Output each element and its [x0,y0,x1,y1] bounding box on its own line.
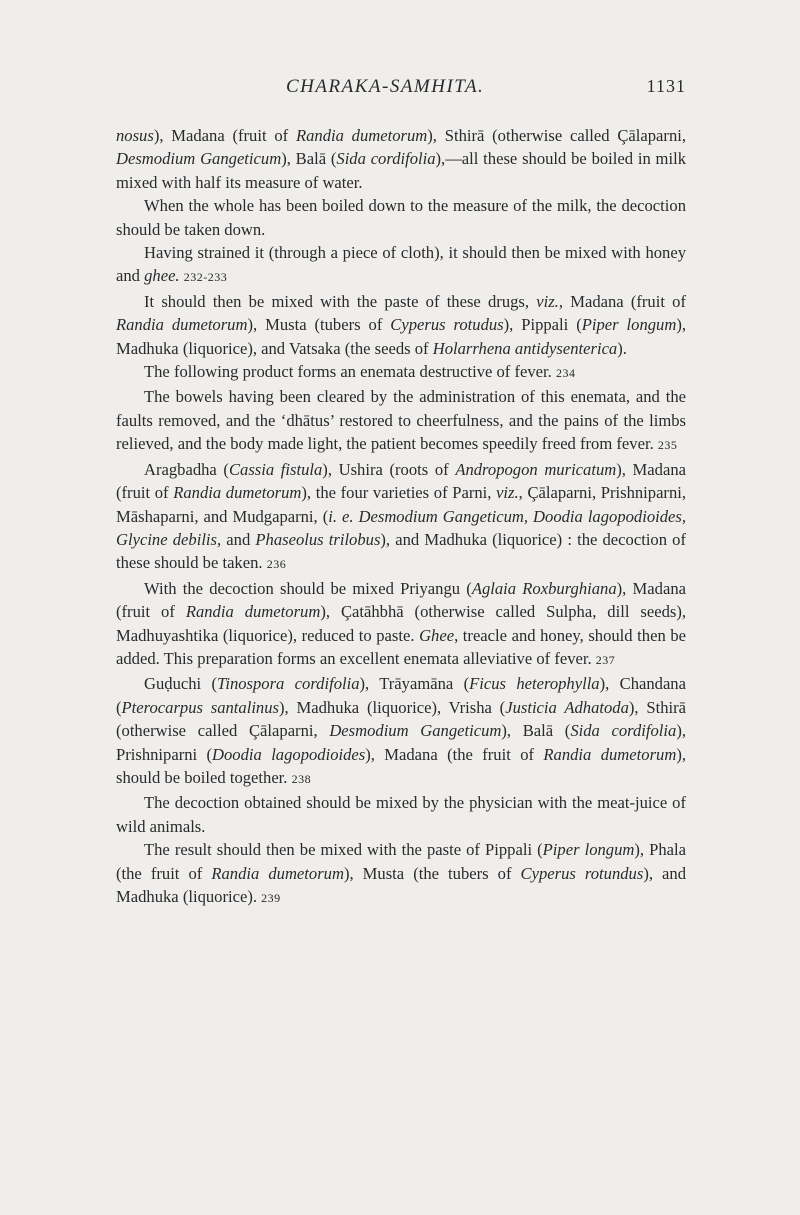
italic-text: viz. [496,483,519,503]
italic-text: Piper longum [581,315,677,335]
text-run: ), Prishniparni ( [116,721,687,764]
paragraph [116,360,686,385]
italic-text: ghee. [144,266,180,286]
italic-text: Randia dumetorum [116,315,248,335]
text-run: ), Madana (fruit of [116,459,686,503]
text-run: ), and Madhuka (liquorice). [116,863,686,906]
text-run: ), Çatāhbhā (otherwise called Sulpha, dill seeds), Madhuyashtika (liquorice), reduced to paste. [116,602,687,645]
verse-number: 239 [261,891,281,905]
text-run: The result should then be mixed with the paste of Pippali ( [144,840,543,860]
text-run: ), Trāyamāna ( [359,674,470,694]
running-title: CHARAKA-SAMHITA. [286,76,485,97]
italic-text: Phaseolus trilobus [255,529,381,549]
text-run: ), Musta (the tubers of [343,863,521,883]
italic-text: i. e. [328,506,354,526]
text-run: ), Chandana ( [116,674,686,717]
italic-text: Randia dumetorum [543,744,677,764]
text-run: When the whole has been boiled down to the measure of the milk, the decoction should be taken down. [116,196,686,239]
italic-text: Ghee [419,625,455,645]
text-run: ),—all these should be boiled in milk mixed with half its measure of water. [116,149,686,192]
text-run: , Madana (fruit of [558,291,686,311]
italic-text: Holarrhena antidysenterica [432,338,618,358]
text-run: , Çālaparni, Prishniparni, Māshaparni, and Mudgaparni, ( [116,483,687,526]
text-run: ), Phala (the fruit of [116,840,686,883]
text-run: ), Madana (the fruit of [365,744,544,764]
italic-text: Randia dumetorum [173,483,302,503]
text-run: Having strained it (through a piece of cloth), it should then be mixed with honey and [116,243,686,286]
body-text [116,124,686,910]
italic-text: Andropogon muricatum [455,459,617,479]
italic-text: Desmodium Gangeticum [329,721,502,741]
italic-text: Ficus heterophylla [469,674,600,694]
text-run: ), Madana (fruit of [116,578,686,622]
text-run: ), Pippali ( [503,315,582,335]
text-run: ), should be boiled together. [116,744,686,787]
italic-text: Desmodium Gangeticum, Doodia lagopodioides, Glycine debilis, [116,506,687,549]
text-run: Guḍuchi ( [144,674,218,694]
text-run: ), Musta (tubers of [247,315,391,335]
text-run: It should then be mixed with the paste of these drugs, [144,291,537,311]
italic-text: nosus [116,126,154,145]
text-run: ), Madana (fruit of [153,126,296,145]
text-run: and [221,529,256,549]
text-run: ), the four varieties of Parni, [301,483,497,503]
text-run: The decoction obtained should be mixed by the physician with the meat-juice of wild animals. [116,793,686,836]
paragraph [116,577,686,673]
text-run: ), Balā ( [501,721,571,741]
paragraph [116,838,686,910]
text-run: ), and Madhuka (liquorice) : the decoction of these should be taken. [116,529,686,573]
text-run: ), Madhuka (liquorice), and Vatsaka (the seeds of [116,315,687,358]
paragraph [116,290,686,360]
italic-text: Piper longum [542,840,635,860]
text-run: ), Sthirā (otherwise called Çālaparni, [427,126,687,145]
paragraph [116,458,686,577]
italic-text: Justicia Adhatoda [505,697,629,717]
text-run: With the decoction should be mixed Priyangu ( [144,578,472,598]
italic-text: Cyperus rotudus [390,315,504,335]
paragraph [116,241,686,290]
italic-text: viz. [536,291,559,311]
italic-text: Pterocarpus santalinus [121,697,279,717]
italic-text: Doodia lagopodioides [212,744,366,764]
verse-number: 234 [555,366,576,381]
text-run: ), Madhuka (liquorice), Vrisha ( [279,697,506,717]
italic-text: Randia dumetorum [211,863,344,883]
text-run: , treacle and honey, should then be added. This preparation forms an excellent enemata alleviative of fever. [116,625,686,668]
text-run: The bowels having been cleared by the administration of this enemata, and the faults removed, and the ‘dhātus’ restored to cheerfulness, and the pains of the limbs relieved, and the body made light, the patient becomes speedily freed from fever. [116,387,686,454]
verse-number: 235 [657,438,678,453]
italic-text: Tinospora cordifolia [217,674,360,694]
paragraph [116,791,686,838]
paragraph [116,124,686,194]
page-header [116,76,686,100]
paragraph [116,194,686,241]
verse-number: 232-233 [183,270,228,285]
verse-number: 238 [291,771,312,786]
italic-text: Randia dumetorum [295,126,428,145]
italic-text: Aglaia Roxburghiana [471,578,617,598]
verse-number: 237 [595,652,616,667]
italic-text: Sida cordifolia [570,721,677,741]
text-run: ), Ushira (roots of [322,459,456,479]
paragraph [116,672,686,791]
paragraph [116,385,686,457]
page-number: 1131 [646,76,686,96]
text-run: ). [617,338,627,358]
italic-text: Cyperus rotundus [520,863,644,883]
italic-text: Desmodium Gangeticum [116,149,282,169]
italic-text: Randia dumetorum [185,602,321,622]
verse-number: 236 [266,557,287,572]
text-run: The following product forms an enemata destructive of fever. [144,362,556,382]
text-run: ), Balā ( [281,149,337,169]
italic-text: Sida cordifolia [336,149,436,169]
text-run: Aragbadha ( [144,459,229,479]
italic-text: Cassia fistula [228,459,323,479]
text-run: ), Sthirā (otherwise called Çālaparni, [116,697,686,741]
